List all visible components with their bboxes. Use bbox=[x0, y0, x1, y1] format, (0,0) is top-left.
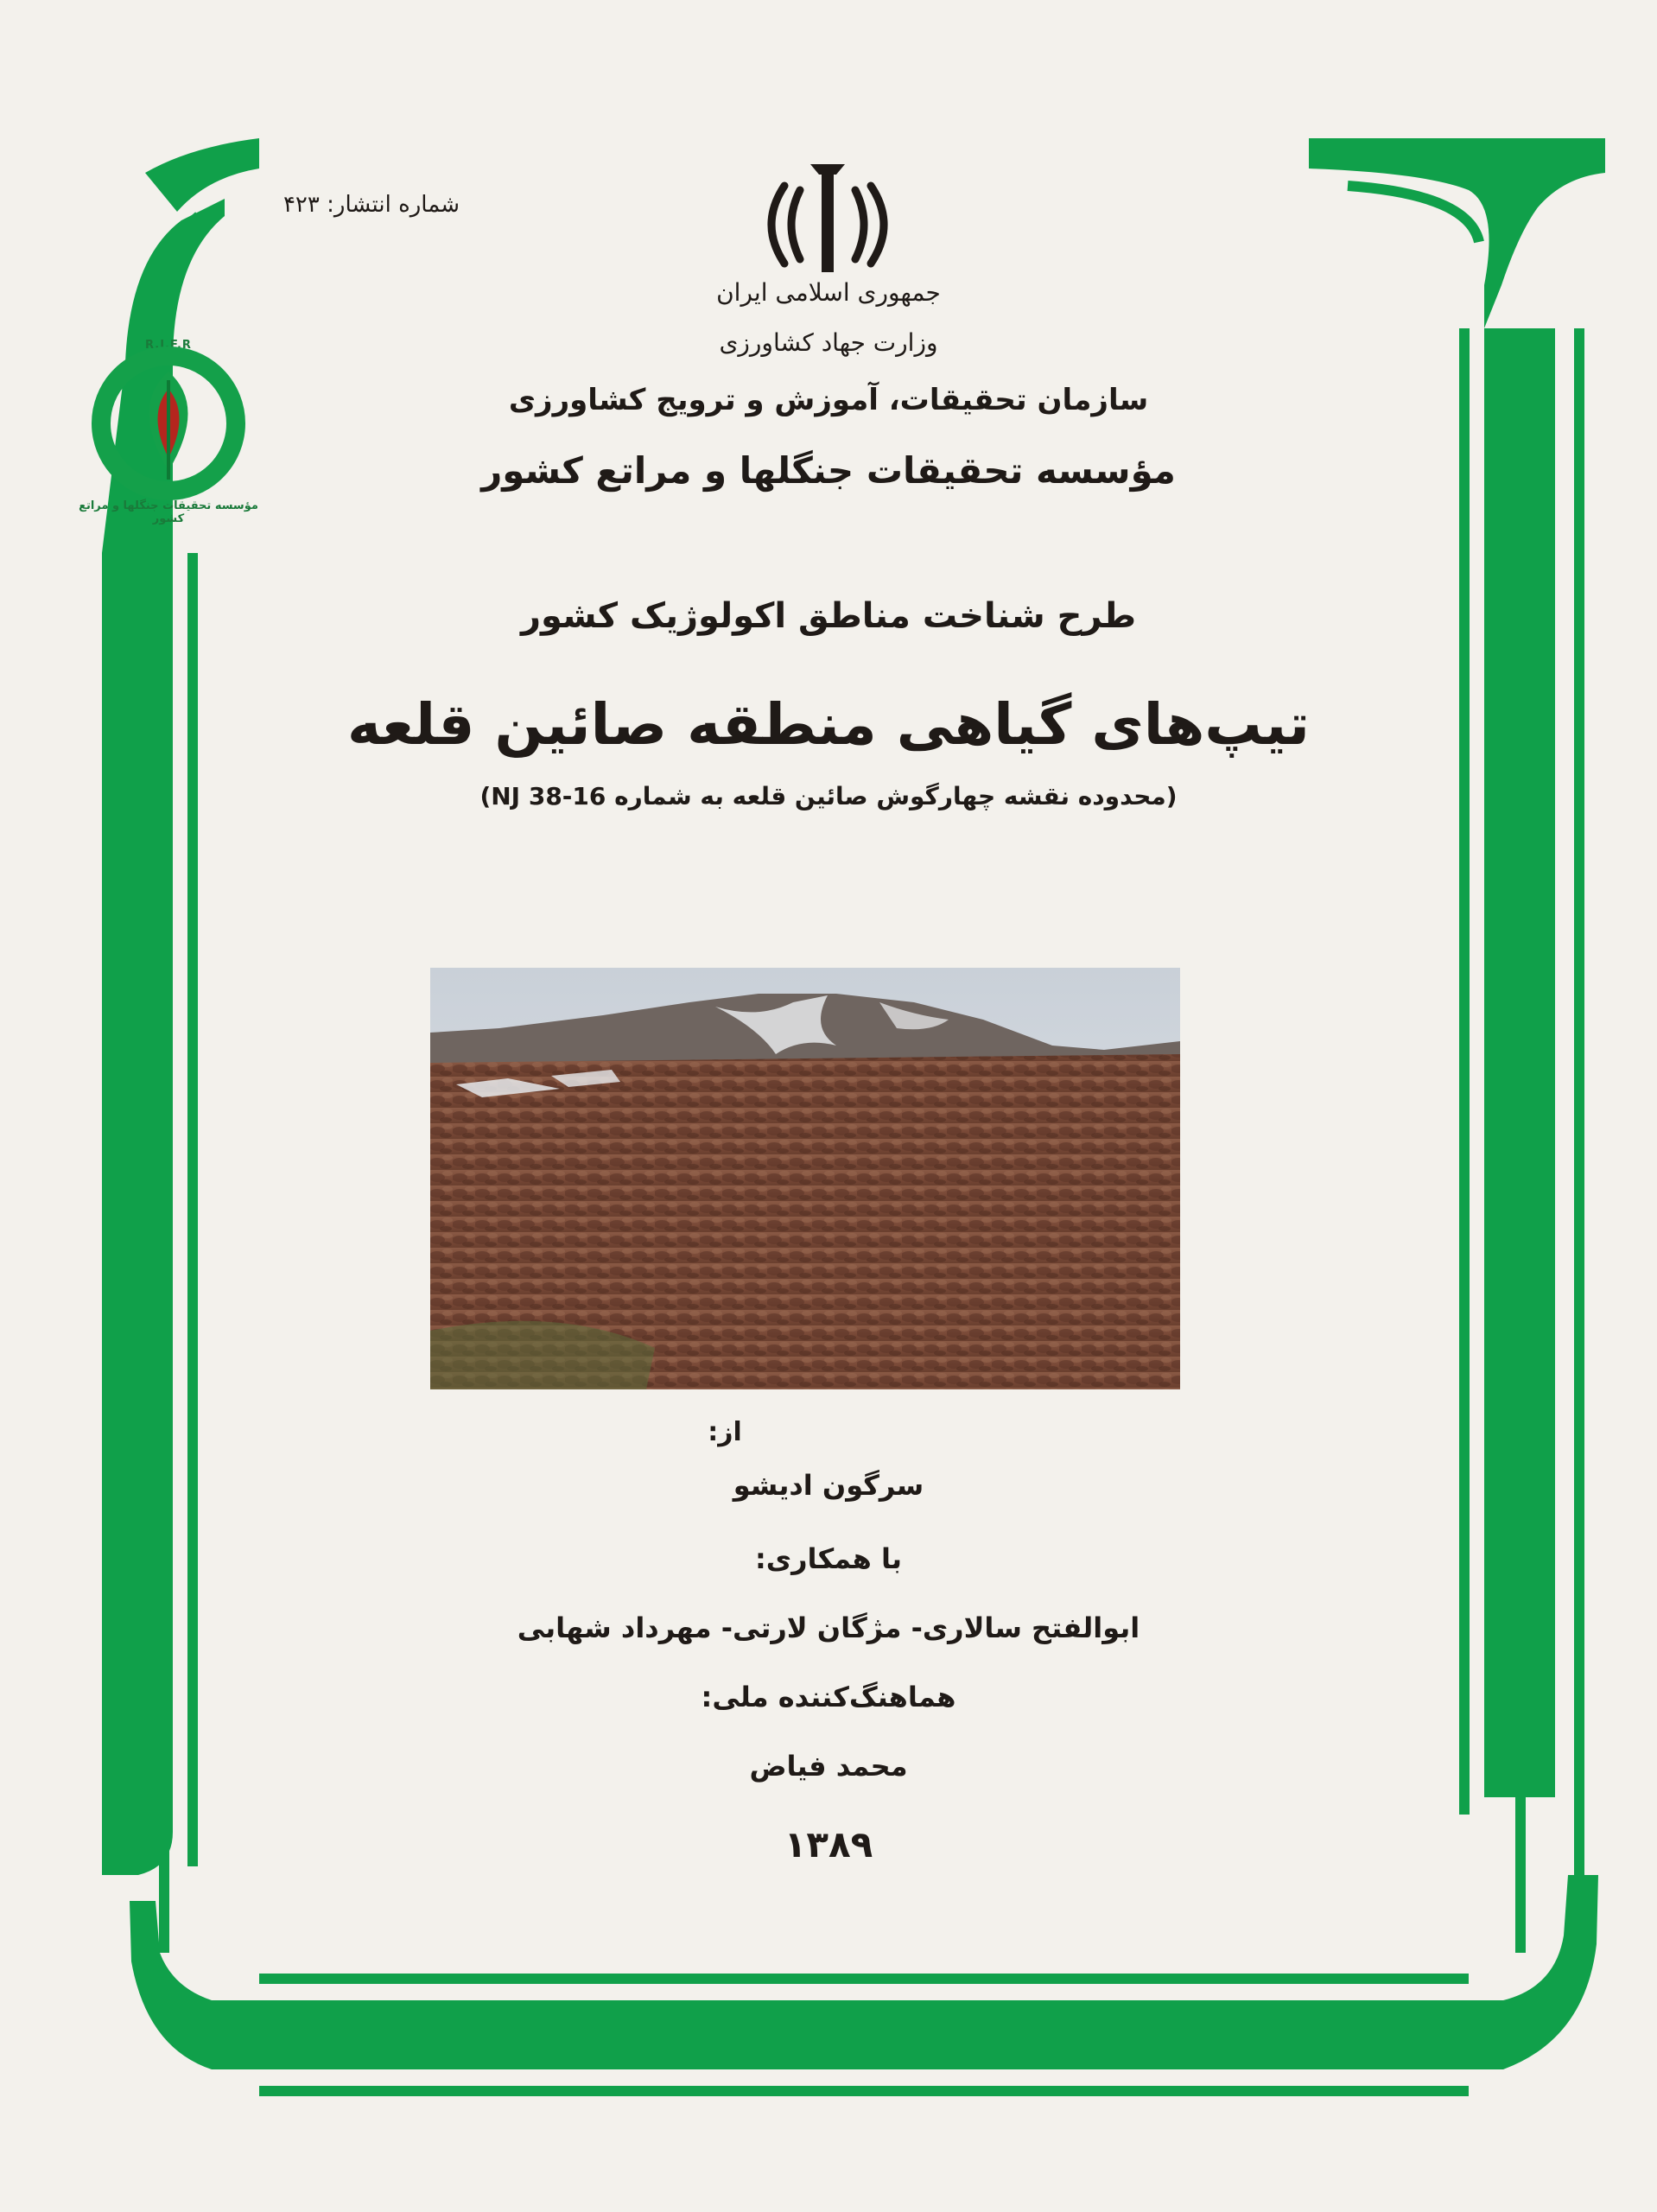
ministry-name: وزارت جهاد کشاورزی bbox=[719, 328, 938, 357]
iran-emblem-icon bbox=[750, 156, 905, 285]
publication-year: ۱۳۸۹ bbox=[784, 1823, 873, 1866]
rifr-logo bbox=[86, 328, 251, 527]
cover-subtitle: (محدوده نقشه چهارگوش صائین قلعه به شماره NJ 38-16) bbox=[479, 782, 1178, 810]
cover-title: تیپ‌های گیاهی منطقه صائین قلعه bbox=[347, 691, 1310, 758]
logo-caption: مؤسسه تحقیقات جنگلها و مراتع کشور bbox=[79, 499, 258, 525]
organization-name: سازمان تحقیقات، آموزش و ترویج کشاورزی bbox=[508, 383, 1149, 417]
landscape-photo bbox=[430, 968, 1180, 1389]
collaboration-label: با همکاری: bbox=[755, 1542, 902, 1575]
author-name: سرگون ادیشو bbox=[733, 1469, 924, 1502]
publication-number: شماره انتشار: ۴۲۳ bbox=[283, 192, 460, 218]
logo-abbreviation: R.I.F.R bbox=[145, 339, 192, 352]
project-name: طرح شناخت مناطق اکولوژیک کشور bbox=[520, 596, 1136, 636]
collaborators: ابوالفتح سالاری- مژگان لارتی- مهرداد شهابی bbox=[517, 1611, 1140, 1644]
country-name: جمهوری اسلامی ایران bbox=[716, 278, 941, 307]
institute-name: مؤسسه تحقیقات جنگلها و مراتع کشور bbox=[481, 449, 1176, 492]
coordinator-label: هماهنگ‌کننده ملی: bbox=[701, 1681, 956, 1713]
coordinator-name: محمد فیاض bbox=[749, 1750, 908, 1783]
by-label: از: bbox=[708, 1417, 742, 1447]
